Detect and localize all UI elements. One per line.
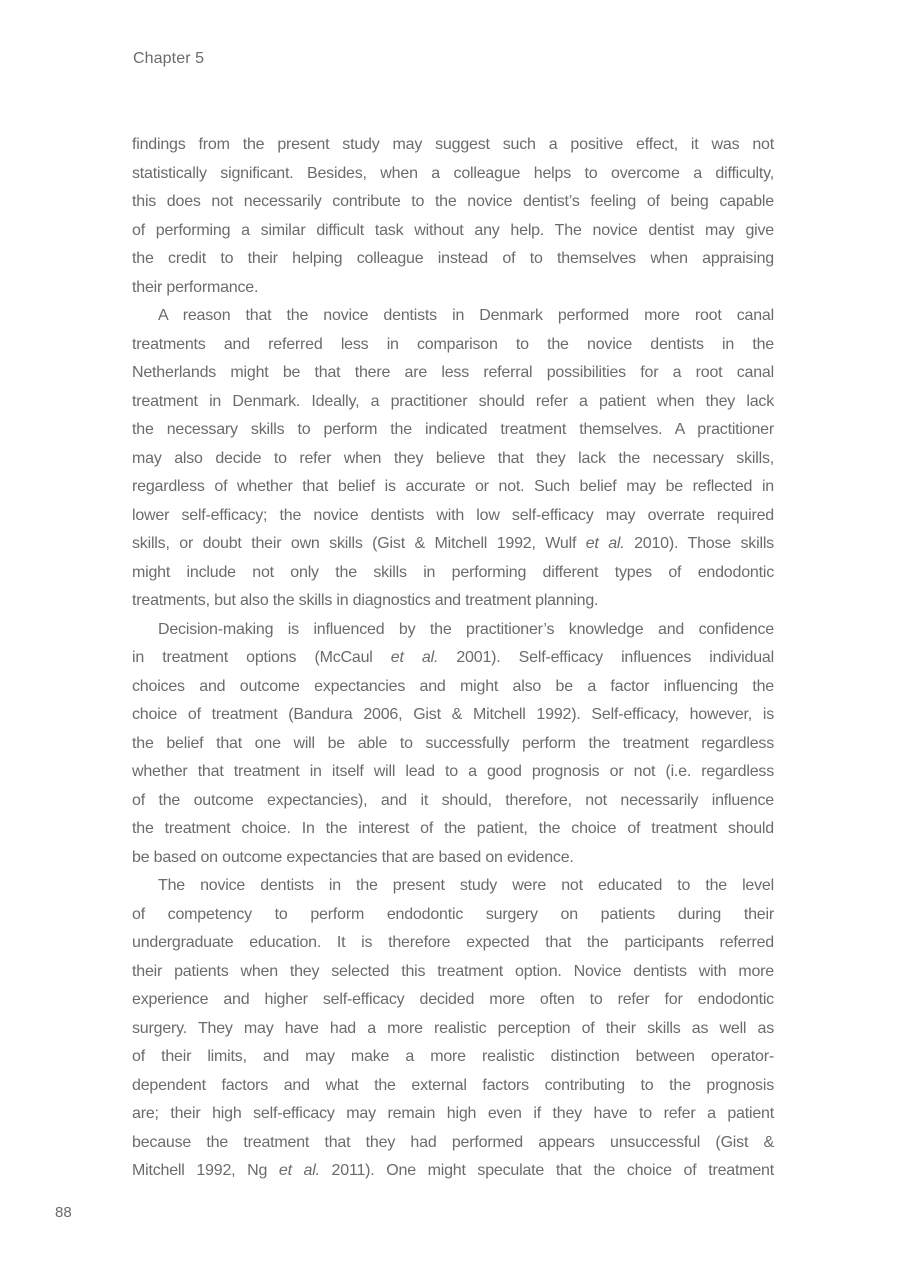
text-line: in treatment options (McCaul et al. 2001). Self-efficacy influences individual (132, 649, 774, 666)
text-line: dependent factors and what the external factors contributing to the prognosis (132, 1076, 774, 1094)
text-line: may also decide to refer when they believe that they lack the necessary skills, (132, 449, 774, 467)
text-line: the credit to their helping colleague instead of to themselves when appraising (132, 250, 774, 267)
text-line: lower self-efficacy; the novice dentists with low self-efficacy may overrate required (132, 506, 774, 524)
text-line: findings from the present study may suggest such a positive effect, it was not (132, 136, 774, 153)
text-line: the treatment choice. In the interest of the patient, the choice of treatment should (132, 820, 774, 837)
text-line: the belief that one will be able to successfully perform the treatment regardless (132, 734, 774, 752)
text-line: treatments, but also the skills in diagnostics and treatment planning. (132, 592, 599, 609)
text-line: choices and outcome expectancies and might also be a factor influencing the (132, 677, 774, 695)
text-line: experience and higher self-efficacy decided more often to refer for endodontic (132, 991, 774, 1008)
text-line: might include not only the skills in performing different types of endodontic (132, 563, 774, 581)
text-line: are; their high self-efficacy may remain high even if they have to refer a patient (132, 1105, 774, 1122)
text-line: their performance. (132, 278, 259, 296)
text-line: of the outcome expectancies), and it should, therefore, not necessarily influence (132, 791, 774, 809)
text-line: Decision-making is influenced by the practitioner’s knowledge and confidence (158, 620, 774, 638)
text-line: of their limits, and may make a more realistic distinction between operator- (132, 1048, 774, 1065)
text-line: statistically significant. Besides, when a colleague helps to overcome a difficulty, (132, 164, 774, 182)
text-line: the necessary skills to perform the indicated treatment themselves. A practitioner (132, 421, 774, 438)
text-line: be based on outcome expectancies that are based on evidence. (132, 848, 574, 866)
text-line: A reason that the novice dentists in Denmark performed more root canal (158, 307, 774, 324)
text-line: Netherlands might be that there are less referral possibilities for a root canal (132, 364, 774, 381)
text-line: choice of treatment (Bandura 2006, Gist & Mitchell 1992). Self-efficacy, however, is (132, 706, 774, 723)
text-line: because the treatment that they had performed appears unsuccessful (Gist & (132, 1133, 774, 1151)
text-line: treatment in Denmark. Ideally, a practitioner should refer a patient when they lack (132, 392, 774, 410)
page-number: 88 (55, 1204, 72, 1221)
text-line: undergraduate education. It is therefore expected that the participants referred (132, 934, 774, 951)
text-line: this does not necessarily contribute to the novice dentist’s feeling of being capable (132, 193, 774, 210)
running-header: Chapter 5 (133, 50, 205, 67)
text-line: of competency to perform endodontic surgery on patients during their (132, 905, 774, 923)
text-line: of performing a similar difficult task without any help. The novice dentist may give (132, 221, 774, 239)
text-line: regardless of whether that belief is accurate or not. Such belief may be reflected in (132, 478, 774, 495)
text-line: skills, or doubt their own skills (Gist & Mitchell 1992, Wulf et al. 2010). Those skills (132, 535, 774, 552)
text-line: treatments and referred less in comparison to the novice dentists in the (132, 335, 774, 353)
body-text (132, 131, 774, 1186)
text-line: their patients when they selected this treatment option. Novice dentists with more (132, 962, 774, 980)
text-line: The novice dentists in the present study were not educated to the level (158, 877, 774, 894)
text-line: Mitchell 1992, Ng et al. 2011). One might speculate that the choice of treatment (132, 1162, 774, 1179)
text-line: whether that treatment in itself will lead to a good prognosis or not (i.e. regardless (132, 763, 774, 780)
text-line: surgery. They may have had a more realistic perception of their skills as well as (132, 1019, 774, 1037)
